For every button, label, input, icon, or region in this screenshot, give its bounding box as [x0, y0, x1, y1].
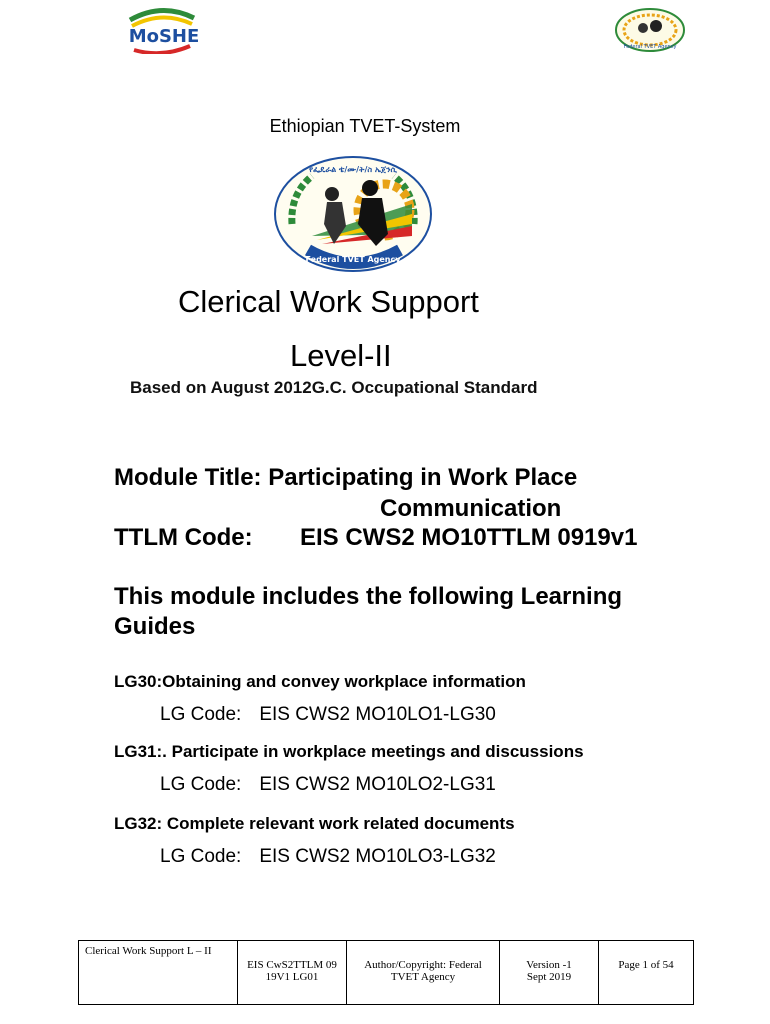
footer-author-line2: TVET Agency	[390, 971, 456, 983]
footer-page-number: Page 1 of 54	[599, 941, 694, 1005]
moshe-logo	[124, 6, 200, 54]
ttlm-code-label: TTLM Code:	[114, 524, 253, 551]
occupational-standard-note: Based on August 2012G.C. Occupational Standard	[130, 378, 538, 397]
module-title-line1: Module Title: Participating in Work Place	[114, 464, 578, 491]
footer-code	[238, 941, 347, 1005]
lg30-code-value: EIS CWS2 MO10LO1-LG30	[259, 704, 496, 725]
lg32-code-value: EIS CWS2 MO10LO3-LG32	[259, 846, 496, 867]
lg31-title: LG31:. Participate in workplace meetings and discussions	[114, 742, 584, 761]
lg30-code	[160, 704, 496, 726]
footer-course: Clerical Work Support L – II	[79, 941, 238, 1005]
footer-version-line2: Sept 2019	[526, 971, 572, 983]
footer-code-line2: 19V1 LG01	[265, 971, 319, 983]
seal-top-text: የፌዴራል ቴ/ሙ/ት/ስ ኤጀንሲ	[309, 165, 397, 174]
seal-bottom-text: Federal TVET Agency	[305, 255, 401, 264]
lg32-title: LG32: Complete relevant work related documents	[114, 814, 515, 833]
footer-version	[500, 941, 599, 1005]
ttlm-code-value: EIS CWS2 MO10TTLM 0919v1	[300, 524, 638, 551]
agency-small-logo	[612, 6, 688, 54]
footer-author	[347, 941, 500, 1005]
footer-version-line1: Version -1	[526, 959, 572, 971]
module-title-line2: Communication	[380, 495, 562, 522]
module-title	[114, 462, 577, 524]
learning-guides-heading: This module includes the following Learning Guides	[114, 583, 623, 640]
main-title: Clerical Work Support	[178, 284, 479, 319]
level-title: Level-II	[290, 338, 392, 373]
lg30-code-label: LG Code:	[160, 704, 242, 725]
lg31-code	[160, 774, 496, 796]
lg30-title: LG30:Obtaining and convey workplace information	[114, 672, 526, 691]
footer-code-line1: EIS CwS2TTLM 09	[247, 959, 337, 971]
agency-small-logo-text: Federal TVET Agency	[623, 44, 677, 50]
footer-author-line1: Author/Copyright: Federal	[364, 959, 482, 971]
federal-tvet-agency-seal	[272, 154, 434, 274]
moshe-logo-text: MoSHE	[128, 26, 200, 47]
lg32-code	[160, 846, 496, 868]
lg31-code-value: EIS CWS2 MO10LO2-LG31	[259, 774, 496, 795]
footer-table	[78, 940, 694, 1005]
lg32-code-label: LG Code:	[160, 846, 242, 867]
system-title: Ethiopian TVET-System	[269, 116, 461, 136]
lg31-code-label: LG Code:	[160, 774, 242, 795]
